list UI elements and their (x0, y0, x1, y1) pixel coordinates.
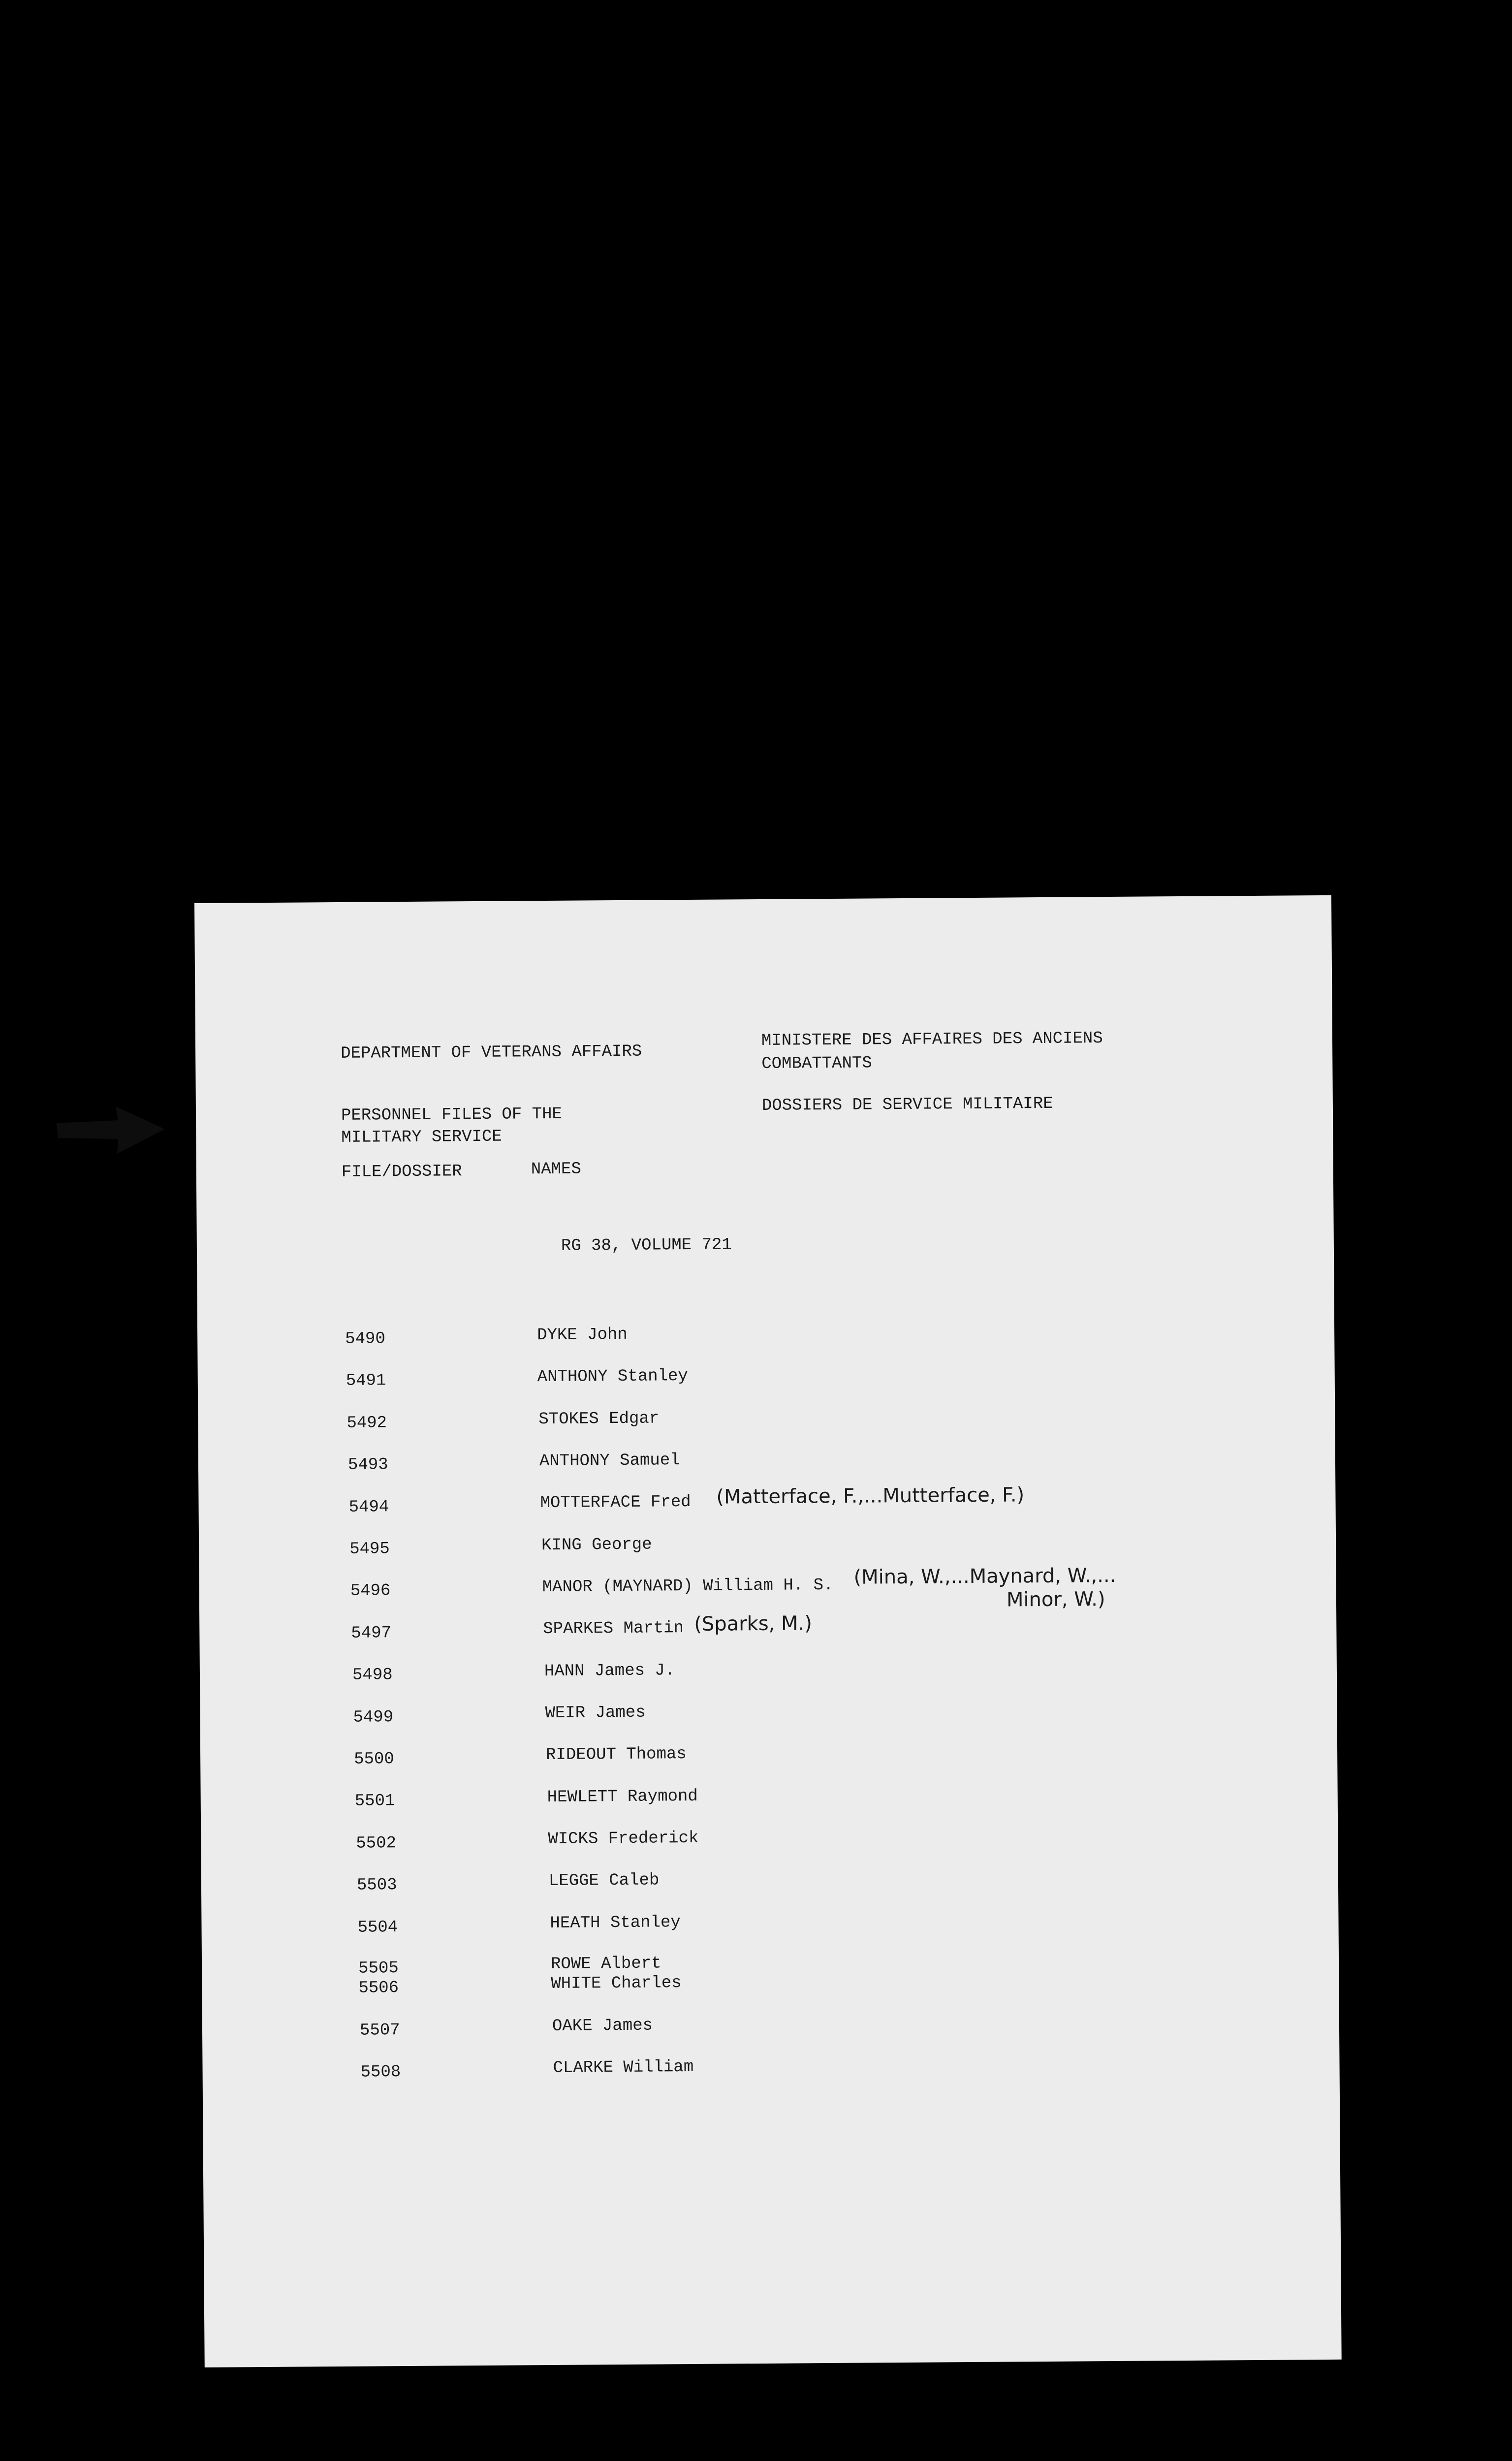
volume-label: RG 38, VOLUME 721 (561, 1235, 732, 1256)
entry-file: 5496 (350, 1581, 391, 1601)
entry-file: 5502 (356, 1834, 397, 1853)
entry-name: WHITE Charles (551, 1974, 682, 1993)
entry-name: CLARKE William (553, 2057, 694, 2078)
entry-name: KING George (541, 1535, 652, 1555)
entry-file: 5490 (345, 1329, 385, 1349)
entry-name: RIDEOUT Thomas (545, 1745, 687, 1765)
entry-file: 5508 (360, 2063, 401, 2082)
entry-file: 5494 (348, 1498, 389, 1517)
entry-file: 5506 (358, 1979, 399, 1998)
entry-name: WICKS Frederick (548, 1829, 699, 1849)
entry-name: STOKES Edgar (538, 1409, 660, 1429)
document-page (194, 895, 1342, 2367)
entry-file: 5505 (358, 1959, 399, 1978)
entry-name: MOTTERFACE Fred (540, 1492, 691, 1513)
pointing-arrow-icon (54, 1103, 167, 1157)
dept-fr-line1: MINISTERE DES AFFAIRES DES ANCIENS (761, 1029, 1103, 1050)
entry-name: DYKE John (537, 1325, 628, 1345)
entry-file: 5491 (346, 1371, 386, 1390)
entry-name: LEGGE Caleb (548, 1871, 660, 1891)
files-fr: DOSSIERS DE SERVICE MILITAIRE (761, 1094, 1053, 1115)
entry-alias-note-cont: Minor, W.) (1006, 1588, 1105, 1611)
entry-file: 5498 (352, 1666, 393, 1685)
entry-file: 5503 (356, 1876, 397, 1895)
entry-file: 5492 (346, 1414, 387, 1433)
entry-name: MANOR (MAYNARD) William H. S. (542, 1576, 834, 1597)
entry-name: HANN James J. (544, 1661, 675, 1681)
column-file: FILE/DOSSIER (341, 1162, 462, 1182)
entry-file: 5500 (354, 1750, 394, 1769)
entry-file: 5493 (347, 1455, 388, 1475)
entry-file: 5507 (359, 2021, 400, 2040)
entry-file: 5497 (351, 1624, 392, 1643)
entry-name: OAKE James (552, 2016, 653, 2036)
entry-name: SPARKES Martin (543, 1619, 684, 1639)
entry-alias-note: (Sparks, M.) (694, 1612, 813, 1636)
entry-name: ANTHONY Stanley (537, 1367, 688, 1387)
entry-alias-note: (Matterface, F.,...Mutterface, F.) (716, 1483, 1025, 1509)
entry-file: 5501 (354, 1792, 395, 1811)
files-en-line1: PERSONNEL FILES OF THE (341, 1104, 563, 1125)
entry-file: 5495 (349, 1540, 390, 1559)
dept-fr-line2: COMBATTANTS (761, 1054, 872, 1073)
entry-name: ROWE Albert (550, 1954, 662, 1974)
entry-name: HEWLETT Raymond (547, 1787, 698, 1807)
entry-file: 5499 (353, 1708, 394, 1727)
files-en-line2: MILITARY SERVICE (341, 1127, 502, 1147)
dept-en: DEPARTMENT OF VETERANS AFFAIRS (341, 1042, 642, 1063)
column-names: NAMES (531, 1160, 581, 1179)
entry-name: HEATH Stanley (550, 1913, 681, 1933)
entry-alias-note: (Mina, W.,...Maynard, W.,... (853, 1564, 1116, 1589)
entry-name: ANTHONY Samuel (539, 1451, 680, 1471)
entry-file: 5504 (357, 1918, 398, 1937)
entry-name: WEIR James (545, 1703, 646, 1723)
